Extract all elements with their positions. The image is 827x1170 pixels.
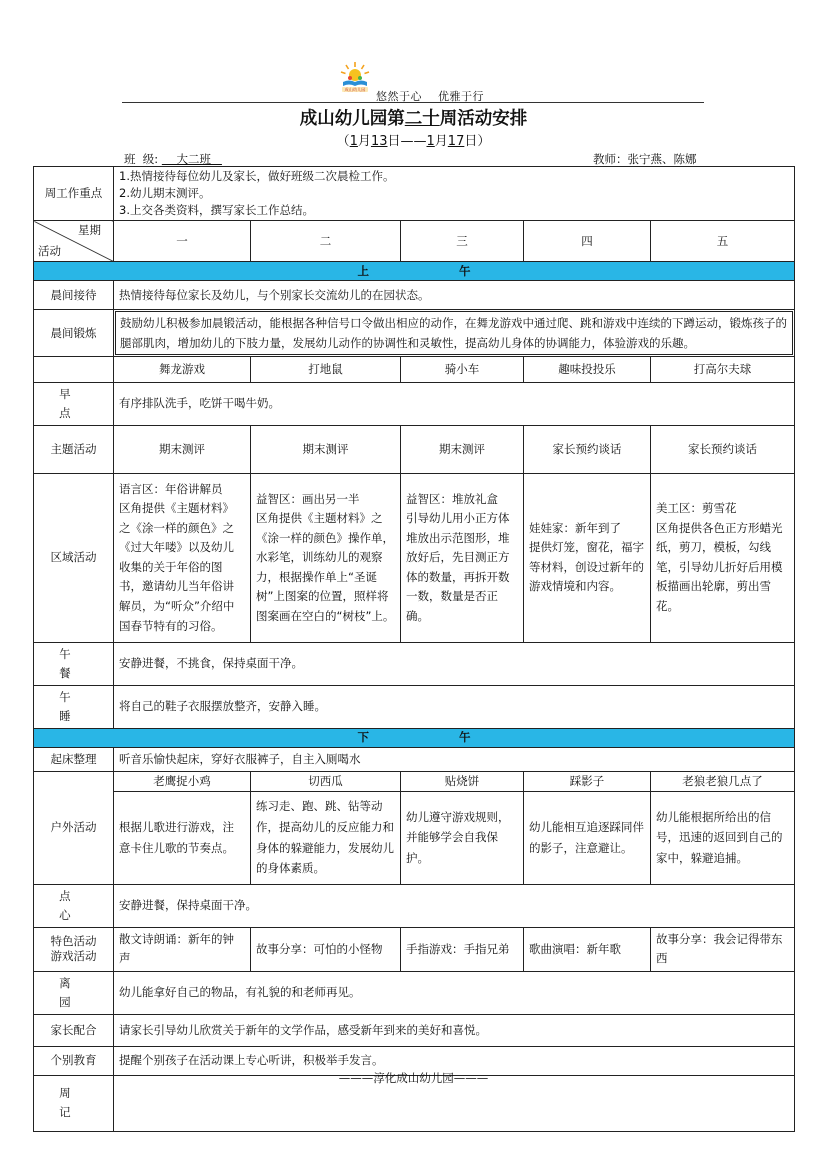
individual-label: 个别教育 xyxy=(34,1046,114,1075)
outdoor-detail: 练习走、跑、跳、钻等动作，提高幼儿的反应能力和身体的躲避能力，发展幼儿的身体素质。 xyxy=(251,791,401,884)
wakeup-text: 听音乐愉快起床，穿好衣服裤子，自主入厕喝水 xyxy=(114,747,795,771)
class-value: 大二班 xyxy=(161,152,222,166)
theme-activity: 期末测评 xyxy=(251,425,401,473)
morning-banner xyxy=(34,262,795,281)
snack-pm-label: 点 心 xyxy=(34,884,114,927)
date-close: 日） xyxy=(464,134,491,149)
activity-corner-label: 活动 xyxy=(38,244,61,258)
weekly-schedule-table xyxy=(33,166,795,1132)
outdoor-details-row xyxy=(34,791,795,884)
special-label xyxy=(34,927,114,971)
area-activity: 语言区：年俗讲解员 区角提供《主题材料》之《涂一样的颜色》之《过大年喽》以及幼儿收集的关于年俗的图书，邀请幼儿当年俗讲解员，为“听众”介绍中国春节特有的习俗。 xyxy=(114,473,251,642)
start-month: 1 xyxy=(349,134,358,149)
footer: ———淳化成山幼儿园——— xyxy=(338,1071,489,1085)
exercise-game: 趣味投投乐 xyxy=(524,357,651,383)
nap-row xyxy=(34,685,795,728)
parents-label: 家长配合 xyxy=(34,1014,114,1046)
date-separator: 日—— xyxy=(387,134,427,149)
nap-text: 将自己的鞋子衣服摆放整齐，安静入睡。 xyxy=(114,685,795,728)
parents-row xyxy=(34,1014,795,1046)
outdoor-game: 老狼老狼几点了 xyxy=(651,771,795,791)
title-prefix: 成山幼儿园第 xyxy=(299,109,405,129)
page-title xyxy=(0,105,827,130)
exercise-game: 骑小车 xyxy=(401,357,524,383)
special-activity: 故事分享：可怕的小怪物 xyxy=(251,927,401,971)
afternoon-banner-b: 午 xyxy=(459,730,471,745)
outdoor-games-row xyxy=(34,771,795,791)
lunch-label: 午 餐 xyxy=(34,642,114,685)
exercise-cell xyxy=(114,310,795,357)
theme-activity: 家长预约谈话 xyxy=(524,425,651,473)
morning-banner-a: 上 xyxy=(357,263,369,278)
weekday-corner-label: 星期 xyxy=(78,223,101,237)
outdoor-game: 切西瓜 xyxy=(251,771,401,791)
individual-text: 提醒个别孩子在活动课上专心听讲，积极举手发言。 xyxy=(114,1046,795,1075)
special-label-line1: 特色活动 xyxy=(50,934,97,949)
outdoor-game: 贴烧饼 xyxy=(401,771,524,791)
outdoor-label: 户外活动 xyxy=(34,771,114,884)
lunch-row xyxy=(34,642,795,685)
focus-items xyxy=(114,167,795,221)
end-day: 17 xyxy=(447,134,465,149)
arrival-text: 热情接待每位家长及幼儿，与个别家长交流幼儿的在园状态。 xyxy=(114,281,795,310)
exercise-game: 打地鼠 xyxy=(251,357,401,383)
afternoon-banner xyxy=(34,728,795,747)
theme-label: 主题活动 xyxy=(34,425,114,473)
focus-item: 2.幼儿期末测评。 xyxy=(119,186,211,200)
afternoon-banner-a: 下 xyxy=(357,730,369,745)
weekday-activity-corner xyxy=(34,221,114,262)
wakeup-label: 起床整理 xyxy=(34,747,114,771)
end-month: 1 xyxy=(426,134,435,149)
special-activity: 手指游戏：手指兄弟 xyxy=(401,927,524,971)
exercise-game: 打高尔夫球 xyxy=(651,357,795,383)
outdoor-detail: 幼儿能根据所给出的信号，迅速的返回到自己的家中，躲避追捕。 xyxy=(651,791,795,884)
wakeup-row xyxy=(34,747,795,771)
focus-item: 3.上交各类资料，撰写家长工作总结。 xyxy=(119,203,314,217)
exercise-text: 鼓励幼儿积极参加晨锻活动，能根据各种信号口令做出相应的动作，在舞龙游戏中通过爬、跳和游戏中连续的下蹲运动，锻炼孩子的腿部肌肉，增加幼儿的下肢力量，发展幼儿动作的协调性和灵敏性，提高幼儿身体的协调能力，体验游戏的乐趣。 xyxy=(115,311,793,355)
week-number: 二十 xyxy=(404,109,440,129)
date-open: （ xyxy=(336,134,350,149)
snack-am-row xyxy=(34,383,795,426)
outdoor-game: 老鹰捉小鸡 xyxy=(114,771,251,791)
exercise-games-row xyxy=(34,357,795,383)
title-suffix: 周活动安排 xyxy=(439,109,528,129)
outdoor-game: 踩影子 xyxy=(524,771,651,791)
weekday-4: 四 xyxy=(524,221,651,262)
end-month-char: 月 xyxy=(434,134,448,149)
start-month-char: 月 xyxy=(357,134,371,149)
afternoon-banner-row xyxy=(34,728,795,747)
weekday-1: 一 xyxy=(114,221,251,262)
teacher-info: 教师：张宁燕、陈娜 xyxy=(593,152,697,166)
outdoor-detail: 根据儿歌进行游戏，注意卡住儿歌的节奏点。 xyxy=(114,791,251,884)
snack-am-label: 早 点 xyxy=(34,383,114,426)
parents-text: 请家长引导幼儿欣赏关于新年的文学作品，感受新年到来的美好和喜悦。 xyxy=(114,1014,795,1046)
exercise-row xyxy=(34,310,795,357)
exercise-label: 晨间锻炼 xyxy=(34,310,114,357)
exercise-games-spacer xyxy=(34,357,114,383)
focus-item: 1.热情接待每位幼儿及家长，做好班级二次晨检工作。 xyxy=(119,169,395,183)
theme-row xyxy=(34,425,795,473)
kindergarten-logo xyxy=(338,60,372,94)
snack-am-text: 有序排队洗手，吃饼干喝牛奶。 xyxy=(114,383,795,426)
weekday-3: 三 xyxy=(401,221,524,262)
arrival-row xyxy=(34,281,795,310)
weekday-header-row xyxy=(34,221,795,262)
motto: 悠然于心 优雅于行 xyxy=(376,90,484,103)
theme-activity: 期末测评 xyxy=(401,425,524,473)
theme-activity: 家长预约谈话 xyxy=(651,425,795,473)
snack-pm-text: 安静进餐，保持桌面干净。 xyxy=(114,884,795,927)
morning-banner-b: 午 xyxy=(459,263,471,278)
area-activity: 益智区：画出另一半 区角提供《主题材料》之《涂一样的颜色》操作单，水彩笔，训练幼儿的观察力，根据操作单上“圣诞树”上图案的位置，照样将图案画在空白的“树枝”上。 xyxy=(251,473,401,642)
logo-text: 成山幼儿园 xyxy=(344,87,366,93)
areas-label: 区域活动 xyxy=(34,473,114,642)
area-activity: 益智区：堆放礼盒 引导幼儿用小正方体堆放出示范图形，堆放好后，先目测正方体的数量，再拆开数一数，数量是否正确。 xyxy=(401,473,524,642)
focus-label: 周工作重点 xyxy=(34,167,114,221)
theme-activity: 期末测评 xyxy=(114,425,251,473)
areas-row xyxy=(34,473,795,642)
special-activity: 歌曲演唱：新年歌 xyxy=(524,927,651,971)
exercise-game: 舞龙游戏 xyxy=(114,357,251,383)
nap-label: 午 睡 xyxy=(34,685,114,728)
date-range xyxy=(0,130,827,149)
outdoor-detail: 幼儿遵守游戏规则，并能够学会自我保护。 xyxy=(401,791,524,884)
arrival-label: 晨间接待 xyxy=(34,281,114,310)
leave-text: 幼儿能拿好自己的物品，有礼貌的和老师再见。 xyxy=(114,971,795,1014)
outdoor-detail: 幼儿能相互追逐踩同伴的影子，注意避让。 xyxy=(524,791,651,884)
special-row xyxy=(34,927,795,971)
class-info xyxy=(124,151,222,167)
area-activity: 美工区：剪雪花 区角提供各色正方形蜡光纸，剪刀，模板，勾线笔，引导幼儿折好后用模板描画出轮廓，剪出雪花。 xyxy=(651,473,795,642)
special-activity: 散文诗朗诵：新年的钟声 xyxy=(114,927,251,971)
start-day: 13 xyxy=(370,134,388,149)
area-activity: 娃娃家：新年到了 提供灯笼，窗花，福字等材料，创设过新年的游戏情境和内容。 xyxy=(524,473,651,642)
snack-pm-row xyxy=(34,884,795,927)
leave-row xyxy=(34,971,795,1014)
header-divider xyxy=(122,102,704,103)
special-activity: 故事分享：我会记得带东西 xyxy=(651,927,795,971)
focus-row xyxy=(34,167,795,221)
class-label: 班 级: xyxy=(124,152,159,166)
special-label-line2: 游戏活动 xyxy=(50,949,97,964)
weekday-5: 五 xyxy=(651,221,795,262)
lunch-text: 安静进餐，不挑食，保持桌面干净。 xyxy=(114,642,795,685)
leave-label: 离 园 xyxy=(34,971,114,1014)
weekly-note-label: 周 记 xyxy=(34,1075,114,1131)
weekday-2: 二 xyxy=(251,221,401,262)
morning-banner-row xyxy=(34,262,795,281)
